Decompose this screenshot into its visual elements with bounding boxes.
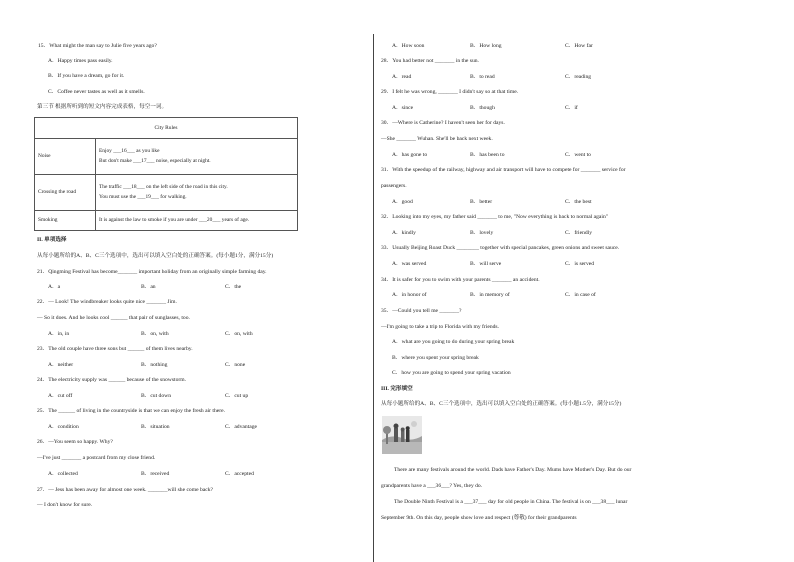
q32-option-b: B．lovely <box>470 230 494 236</box>
q15-stem: 15．What might the man say to Julie five years ago? <box>38 43 157 49</box>
q31-option-b: B．better <box>470 199 493 205</box>
festival-illustration <box>382 416 422 454</box>
q29-option-c: C．if <box>565 105 578 111</box>
q27-option-a: A．How soon <box>392 43 425 49</box>
q23-option-b: B．nothing <box>141 362 168 368</box>
q30-option-c: C．went to <box>565 152 591 158</box>
q32-option-c: C．friendly <box>565 230 593 236</box>
road-label: Crossing the road <box>35 175 96 211</box>
q33-option-c: C．is served <box>565 261 595 267</box>
q26-option-c: C．accepted <box>225 471 254 477</box>
city-rules-table <box>34 117 298 231</box>
q26-option-b: B．received <box>141 471 170 477</box>
smoking-cell <box>96 211 298 231</box>
cloze-paragraph-line-3: The Double Ninth Festival is a ___37___ day for old people in China. The festival is on ___38___ lunar <box>394 499 628 505</box>
q15-option-c: C．Coffee never tastes as well as it smells. <box>48 89 145 95</box>
q33-option-b: B．will serve <box>470 261 502 267</box>
table-heading: City Rules <box>35 118 298 139</box>
noise-line-2: But don't make ___17___ noise, especially at night. <box>99 157 211 164</box>
cloze-paragraph-line-1: There are many festivals around the world. Dads have Father's Day. Mums have Mother's Day. But do our <box>394 467 632 473</box>
q28-option-b: B．to read <box>470 74 495 80</box>
q32-option-a: A．kindly <box>392 230 416 236</box>
q34-option-a: A．in honor of <box>392 292 427 298</box>
q22-option-a: A．in, in <box>48 331 70 337</box>
q32-stem: 32．Looking into my eyes, my father said _______ to me, "Now everything is back to normal again" <box>381 214 609 220</box>
q23-option-a: A．neither <box>48 362 74 368</box>
noise-cell <box>96 139 298 175</box>
road-cell <box>96 175 298 211</box>
column-divider <box>373 34 374 562</box>
q22-stem: 22．— Look! The windbreaker looks quite nice _______ Jim. <box>37 299 177 305</box>
q28-option-a: A．read <box>392 74 412 80</box>
q35-option-b: B．where you spent your spring break <box>392 355 479 361</box>
q29-stem: 29．I felt he was wrong, _______ I didn't say so at that time. <box>381 89 519 95</box>
q21-option-b: B．an <box>141 284 156 290</box>
q30-option-b: B．has been to <box>470 152 505 158</box>
section-ii-instructions: 从每小题所给的A、B、C三个选项中，选出可以填入空白处的正确答案。(每小题1分，满分15分) <box>37 253 274 259</box>
q28-stem: 28．You had better not _______ in the sun. <box>381 58 479 64</box>
q34-option-b: B．in memory of <box>470 292 510 298</box>
q22-option-c: C．on, with <box>225 331 253 337</box>
section-ii-title: II. 单项选择 <box>37 237 67 243</box>
q26-stem-2: —I've just _______ a postcard from my close friend. <box>37 455 156 461</box>
q30-stem: 30．—Where is Catherine? I haven't seen her for days. <box>381 120 505 126</box>
q30-stem-2: —She _______ Wuhan. She'll be back next week. <box>381 136 493 142</box>
q27-stem: 27．— Jess has been away for almost one week. _______will she come back? <box>37 487 214 493</box>
q35-option-a: A．what are you going to do during your spring break <box>392 339 515 345</box>
q28-option-c: C．reading <box>565 74 592 80</box>
q21-stem: 21．Qingming Festival has become_______ important holiday from an originally simple farming day. <box>37 269 267 275</box>
q30-option-a: A．has gone to <box>392 152 428 158</box>
q27-stem-2: — I don't know for sure. <box>37 502 93 508</box>
q35-option-c: C．how you are going to spend your spring vacation <box>392 370 511 376</box>
q34-stem: 34．It is safer for you to swim with your parents _______ an accident. <box>381 277 540 283</box>
q21-option-c: C．the <box>225 284 242 290</box>
q25-option-c: C．advantage <box>225 424 257 430</box>
smoking-label: Smoking <box>35 211 96 231</box>
section3-title: 第三节 根据所听到的短文内容完成表格，每空一词。 <box>37 104 168 110</box>
q25-option-a: A．condition <box>48 424 79 430</box>
q24-option-a: A．cut off <box>48 393 73 399</box>
noise-line-1: Enjoy ___16___ as you like <box>99 147 160 154</box>
q35-stem-2: —I'm going to take a trip to Florida with my friends. <box>381 324 499 330</box>
noise-label: Noise <box>35 139 96 175</box>
q35-stem: 35．—Could you tell me _______? <box>381 308 462 314</box>
cloze-paragraph-line-2: grandparents have a ___36___? Yes, they do. <box>381 483 483 489</box>
q24-option-b: B．cut down <box>141 393 171 399</box>
road-line-1: The traffic ___18___ on the left side of the road in this city. <box>99 183 228 190</box>
q24-stem: 24．The electricity supply was ______ because of the snowstorm. <box>37 377 186 383</box>
q23-stem: 23．The old couple have three sons but ______ of them lives nearby. <box>37 346 193 352</box>
q21-option-a: A．a <box>48 284 61 290</box>
smoking-line-1: It is against the law to smoke if you are under ___20___ years of age. <box>99 216 250 223</box>
q31-option-c: C．the best <box>565 199 592 205</box>
q26-option-a: A．collected <box>48 471 78 477</box>
road-line-2: You must use the ___19___ for walking. <box>99 193 187 200</box>
q25-stem: 25．The ______ of living in the countryside is that we can enjoy the fresh air there. <box>37 408 225 414</box>
q31-stem: 31．With the speedup of the railway, highway and air transport will have to compete for _______ service for <box>381 167 626 173</box>
q27-option-b: B．How long <box>470 43 502 49</box>
q15-option-a: A．Happy times pass easily. <box>48 58 113 64</box>
q31-stem-2: passengers. <box>381 183 407 189</box>
section-iii-instructions: 从每小题所给的A、B、C三个选项中，选出可以填入空白处的正确答案。(每小题1.5分，满分15分) <box>381 401 622 407</box>
q23-option-c: C．none <box>225 362 246 368</box>
q34-option-c: C．in case of <box>565 292 596 298</box>
q29-option-b: B．though <box>470 105 495 111</box>
q33-stem: 33．Usually Beijing Roast Duck ________ together with special pancakes, green onions and sweet sauce. <box>381 245 620 251</box>
q15-option-b: B．If you have a dream, go for it. <box>48 73 125 79</box>
section-iii-title: III. 完形填空 <box>381 386 413 392</box>
q33-option-a: A．was served <box>392 261 427 267</box>
q27-option-c: C．How far <box>565 43 593 49</box>
cloze-paragraph-line-4: September 9th. On this day, people show love and respect (尊敬) for their grandparents <box>381 515 577 521</box>
q26-stem: 26．—You seem so happy. Why? <box>37 439 113 445</box>
q22-stem-2: — So it does. And he looks cool ______ that pair of sunglasses, too. <box>37 315 190 321</box>
q25-option-b: B．situation <box>141 424 170 430</box>
q31-option-a: A．good <box>392 199 413 205</box>
q22-option-b: B．on, with <box>141 331 169 337</box>
q29-option-a: A．since <box>392 105 414 111</box>
q24-option-c: C．cut up <box>225 393 249 399</box>
